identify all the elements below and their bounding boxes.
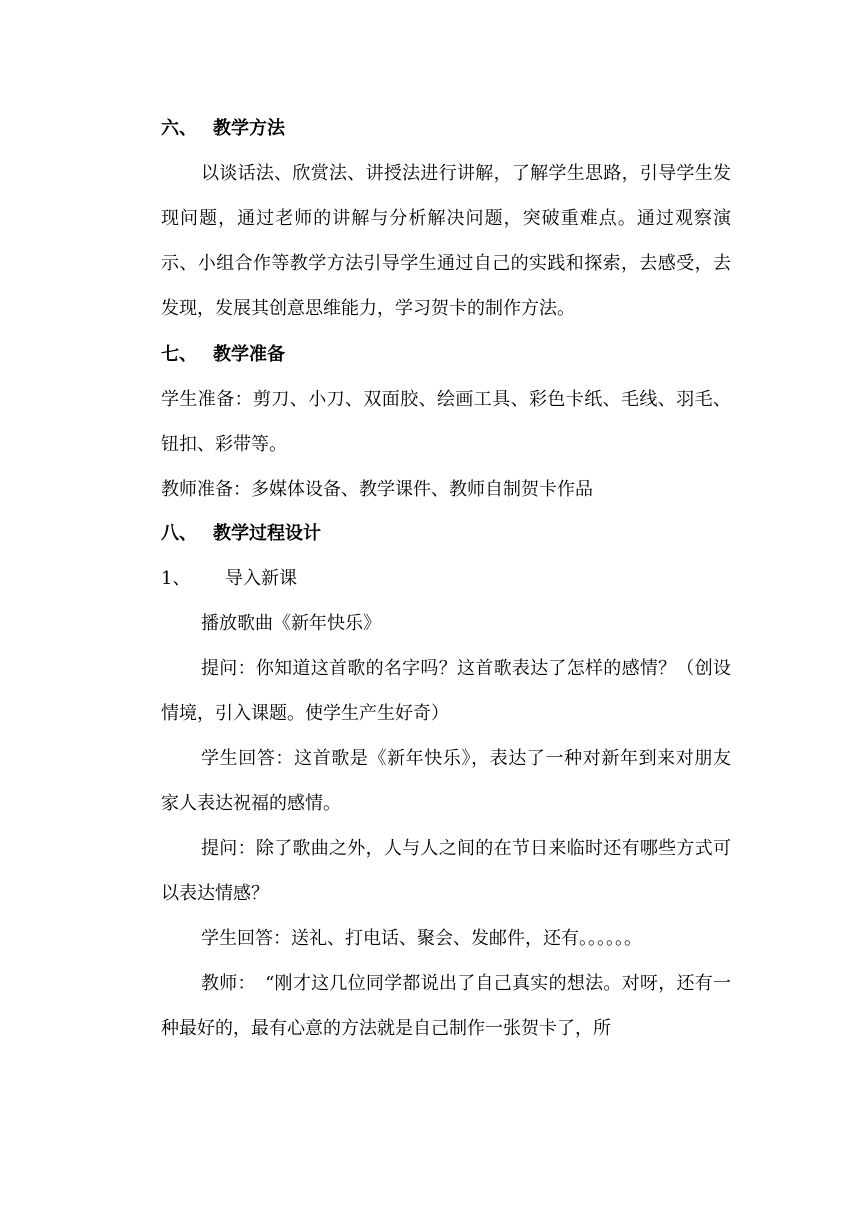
section-title: 教学过程设计 bbox=[213, 523, 321, 544]
section-number: 七、 bbox=[161, 344, 197, 365]
step-number: 1、 bbox=[161, 568, 191, 589]
section-heading-process bbox=[161, 512, 731, 556]
process-paragraph: 学生回答：送礼、打电话、聚会、发邮件，还有。。。。。。 bbox=[201, 928, 642, 949]
section-title: 教学方法 bbox=[213, 118, 285, 139]
step-title: 导入新课 bbox=[225, 568, 297, 589]
process-paragraph: 学生回答：这首歌是《新年快乐》，表达了一种对新年到来对朋友家人表达祝福的感情。 bbox=[161, 748, 731, 814]
section-number: 六、 bbox=[161, 118, 197, 139]
process-paragraph: 提问：除了歌曲之外，人与人之间的在节日来临时还有哪些方式可以表达情感？ bbox=[161, 838, 731, 904]
student-preparation-paragraph: 学生准备：剪刀、小刀、双面胶、绘画工具、彩色卡纸、毛线、羽毛、钮扣、彩带等。 bbox=[161, 389, 731, 455]
section-number: 八、 bbox=[161, 523, 197, 544]
section-title: 教学准备 bbox=[213, 344, 285, 365]
section-heading-preparation bbox=[161, 333, 731, 377]
section-heading-methods bbox=[161, 107, 731, 151]
teacher-preparation-line: 教师准备：多媒体设备、教学课件、教师自制贺卡作品 bbox=[161, 479, 593, 500]
process-paragraph: 提问：你知道这首歌的名字吗？这首歌表达了怎样的感情？（创设情境，引入课题。使学生产生好奇） bbox=[161, 658, 731, 724]
process-paragraph: 播放歌曲《新年快乐》 bbox=[201, 613, 381, 634]
document-content bbox=[161, 107, 731, 1051]
step-heading-intro bbox=[161, 556, 731, 601]
process-paragraph: 教师： “刚才这几位同学都说出了自己真实的想法。对呀，还有一种最好的，最有心意的方法就是自己制作一张贺卡了，所 bbox=[161, 973, 731, 1039]
methods-paragraph: 以谈话法、欣赏法、讲授法进行讲解，了解学生思路，引导学生发现问题，通过老师的讲解与分析解决问题，突破重难点。通过观察演示、小组合作等教学方法引导学生通过自己的实践和探索，去感受，去发现，发展其创意思维能力，学习贺卡的制作方法。 bbox=[161, 163, 731, 319]
